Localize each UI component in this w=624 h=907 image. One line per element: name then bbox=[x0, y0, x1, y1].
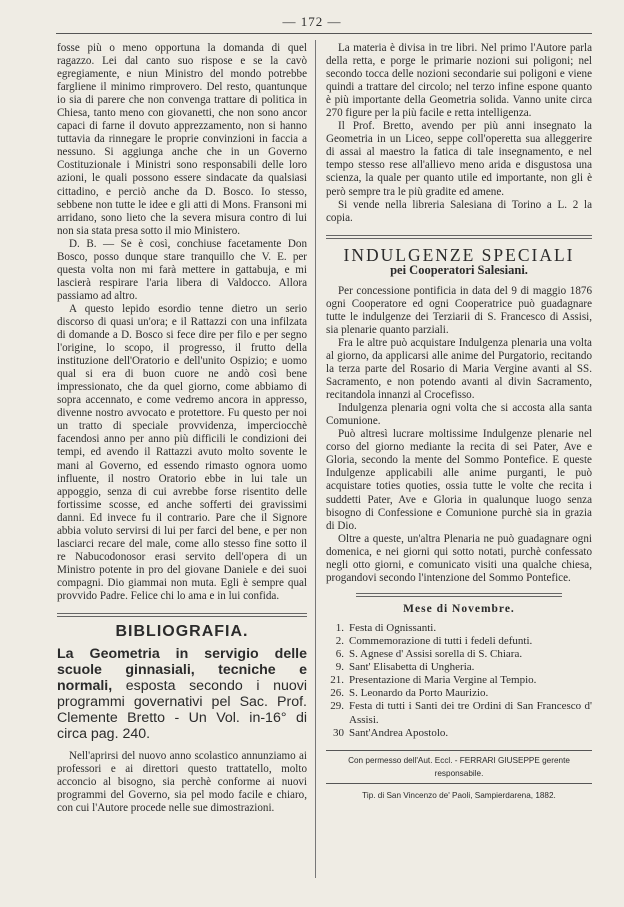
list-item: 30 Sant'Andrea Apostolo. bbox=[333, 726, 449, 739]
feast-list bbox=[326, 622, 592, 740]
paragraph: Fra le altre può acquistare Indulgenza plenaria una volta al giorno, da applicarsi alle anime del Purgatorio, recitando la terza parte del Rosario di Maria Vergine avanti al SS. Sacramento, e non potendo avanti al divin Sacramento, recitandola innanzi al Crocefisso. bbox=[326, 336, 592, 402]
book-title-details: esposta secondo i nuovi programmi governativi pel Sac. Prof. Clemente Bretto - Un Vol. in-16° di circa pag. 240. bbox=[57, 678, 307, 743]
right-column bbox=[326, 42, 592, 802]
indulgenze-heading: INDULGENZE SPECIALI bbox=[343, 244, 575, 265]
indulgenze-subheading: pei Cooperatori Salesiani. bbox=[390, 262, 528, 277]
paragraph: Si vende nella libreria Salesiana di Torino a L. 2 la copia. bbox=[326, 198, 592, 224]
permission-note: Con permesso dell'Aut. Eccl. - FERRARI GIUSEPPE gerente responsabile. bbox=[326, 750, 592, 784]
month-heading: Mese di Novembre. bbox=[403, 602, 515, 615]
paragraph: Il Prof. Bretto, avendo per più anni insegnato la Geometria in un Liceo, seppe coll'operetta sua alleggerire di assai al maestro la fatica di tale insegnamento, e nel tempo stesso rese all'allievo meno arida e disgustosa una scienza, la quale per quanto utile ed importante, non gli è però sempre tra le più gradite ed amene. bbox=[326, 120, 592, 198]
book-title-main: La Geometria in servigio delle scuole ginnasiali, tecniche e normali, bbox=[57, 646, 307, 695]
paragraph: A questo lepido esordio tenne dietro un serio discorso di quasi un'ora; e il Rattazzi con una infilzata di domande a D. Bosco si fece dire per filo e per segno l'origine, lo scopo, il progresso, il frutto della instituzione dell'Oratorio e dell'unito Ospizio; e uomo qual si era di buon cuore ne andò così bene impressionato, che da quel giorno, come abbiamo di sopra accennato, e come vedremo ancora in appresso, divenne nostro avvocato e protettore. Fu questo per noi un tratto di speciale provvidenza, imperciocchè facendosi anno per anno più difficili le condizioni dei tempi, ed avendo il Rattazzi avuto molto sovente le mani al Governo, ed essendo rimasto ognora uomo influente, il nostro Oratorio ebbe in lui tale un appoggio, senza di cui avrebbe forse risentito delle fortissime scosse, ed anche sofferti dei gravissimi danni. Ed invece fu il contrario. Pare che il Signore abbia voluto servirsi di lui per farci del bene, e per non lasciarci recare del male, come allo stesso fine sotto il re Nabucodonosor erasi servito dell'opera di un Ministro potente in pro del giovane Daniele e dei suoi compagni. Dio giammai non muta. Egli è sempre qual provvido Padre. Felice chi lo ama e in lui confida. bbox=[57, 302, 307, 602]
list-item: 26. S. Leonardo da Porto Maurizio. bbox=[330, 687, 489, 700]
paragraph: Nell'aprirsi del nuovo anno scolastico annunziamo ai professori e ai direttori questo trattatello, molto acconcio al bisogno, sia perchè conforme ai nuovi programmi del Governo, sia pel modo facile e chiaro, con cui l'Autore procede nelle sue dimostrazioni. bbox=[57, 750, 307, 815]
list-item: 21. Presentazione di Maria Vergine al Tempio. bbox=[330, 674, 537, 687]
paragraph: Indulgenza plenaria ogni volta che si accosta alla santa Comunione. bbox=[326, 402, 592, 428]
list-item: 6. S. Agnese d' Assisi sorella di S. Chiara. bbox=[335, 648, 523, 661]
paragraph: D. B. — Se è così, conchiuse facetamente Don Bosco, posso dunque stare tranquillo che V. E. per questa volta non mi farà mettere in gattabuja, e mi lascierà respirare l'aria libera di Valdocco. Allora passiamo ad altro. bbox=[57, 237, 307, 302]
page-number: — 172 — bbox=[282, 14, 342, 29]
paragraph: La materia è divisa in tre libri. Nel primo l'Autore parla della retta, e porge le primarie nozioni sui poligoni; nel secondo tocca delle nozioni secondarie sui poligoni e viene quindi a trattare del circolo; nel terzo infine espone quanto è più importante della Geometria solida. Vanno unite circa 270 figure per la più facile e retta intelligenza. bbox=[326, 42, 592, 120]
left-column bbox=[57, 42, 307, 815]
paragraph: Oltre a queste, un'altra Plenaria ne può guadagnare ogni domenica, e nei giorni qui sotto notati, purchè confessato negli otto giorni, e comunicato visiti una qualche chiesa, progandovi secondo l'intenzione del Sommo Pontefice. bbox=[326, 532, 592, 584]
list-item: 1. Festa di Ognissanti. bbox=[335, 621, 437, 634]
paragraph: fosse più o meno opportuna la domanda di quel ragazzo. Lei dal canto suo rispose e se la cavò egregiamente, e niun Ministro del mondo potrebbe fargliene il minimo rimprovero. Del resto, quantunque io sia di parere che non convenga trattare di politica in Chiesa, tanto meno con giovanetti, che non sono ancor capaci di farne il dovuto apprezzamento, non si hanno tuttavia da rinnegare le proprie convinzioni in faccia a nessuno. Si aggiunga anche che in un Governo Costituzionale i Ministri sono responsabili delle loro azioni, le quali possono essere sindacate da qualsiasi cittadino, e perciò anche da D. Bosco. Io stesso, sebbene non tutte le idee e gli atti di Mons. Fransoni mi arridano, sono lieto che la severa misura contro di lui non sia stata presa sotto il mio Ministero. bbox=[57, 42, 307, 237]
paragraph: Per concessione pontificia in data del 9 di maggio 1876 ogni Cooperatore ed ogni Cooperatrice può guadagnare tutte le indulgenze dei Terziarii di S. Francesco di Assisi, sia plenarie quanto parziali. bbox=[326, 284, 592, 336]
section-divider bbox=[326, 235, 592, 239]
bibliografia-heading: BIBLIOGRAFIA. bbox=[115, 623, 249, 641]
section-divider bbox=[57, 613, 307, 617]
column-divider bbox=[315, 40, 316, 878]
printer-line: Tip. di San Vincenzo de' Paoli, Sampierdarena, 1882. bbox=[362, 790, 556, 800]
list-item: 29. Festa di tutti i Santi dei tre Ordini di San Francesco d' Assisi. bbox=[330, 700, 592, 726]
paragraph: Può altresì lucrare moltissime Indulgenze plenarie nel corso del giorno mediante la recita di sei Pater, Ave e Gloria, secondo la mente del Sommo Pontefice. E queste Indulgenze applicabili alle anime purganti, le può acquistare toties quoties, ossia tutte le volte che recita i suddetti Pater, Ave e Gloria in qualunque luogo senza bisogno di Confessione e Comunione purchè sia in grazia di Dio. bbox=[326, 428, 592, 532]
header-rule bbox=[56, 33, 592, 34]
section-divider bbox=[356, 593, 562, 597]
list-item: 2. Commemorazione di tutti i fedeli defunti. bbox=[335, 634, 533, 647]
book-title bbox=[57, 646, 307, 742]
list-item: 9. Sant' Elisabetta di Ungheria. bbox=[335, 661, 475, 674]
